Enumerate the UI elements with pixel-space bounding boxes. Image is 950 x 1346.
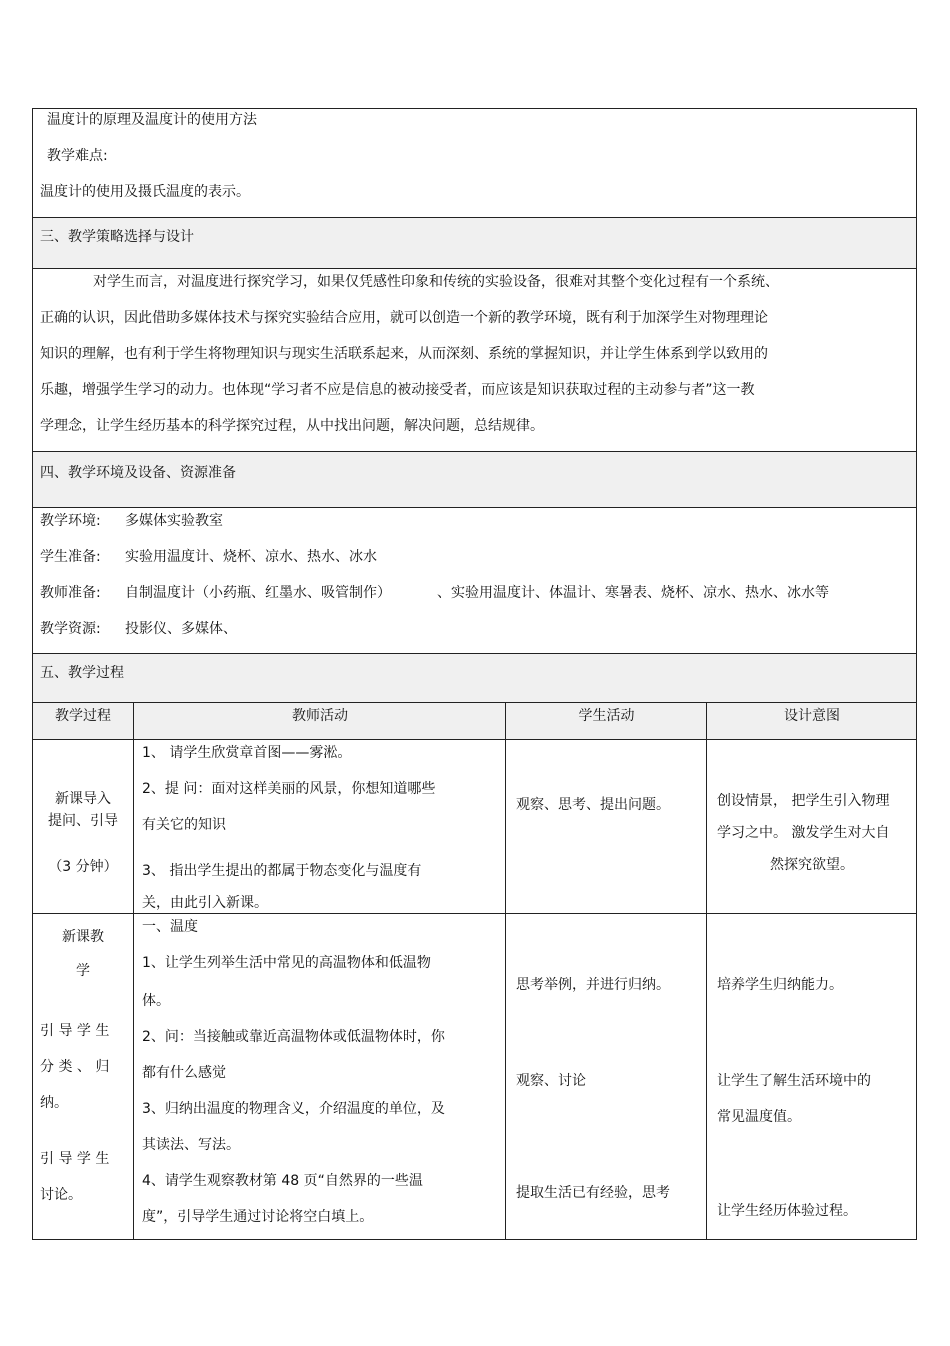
key-point-text: 温度计的原理及温度计的使用方法	[47, 112, 257, 128]
row2-teacher-cell	[133, 914, 506, 1239]
row1-teacher-4: 3、 指出学生提出的都属于物态变化与温度有	[142, 863, 422, 879]
row1-process-cell	[33, 740, 133, 913]
process-table-header	[32, 702, 917, 739]
section-5-header	[32, 653, 917, 702]
difficulty-text: 温度计的使用及摄氏温度的表示。	[40, 184, 250, 200]
student-prep-label: 学生准备:	[40, 549, 101, 565]
environment-label: 教学环境:	[40, 513, 101, 529]
row2-process-4: 分 类 、 归	[40, 1059, 110, 1075]
row2-teacher-1: 一、温度	[142, 919, 198, 935]
row1-process-1: 新课导入	[55, 791, 111, 807]
row1-teacher-1: 1、 请学生欣赏章首图——雾淞。	[142, 745, 352, 761]
teacher-prep-value: 自制温度计（小药瓶、红墨水、吸管制作）	[125, 585, 391, 601]
row2-teacher-8: 4、请学生观察教材第 48 页“自然界的一些温	[142, 1173, 423, 1189]
row2-process-5: 纳。	[40, 1095, 68, 1111]
section-3-header	[32, 217, 917, 268]
process-row-new-lesson	[32, 913, 917, 1240]
header-cell-student	[505, 703, 707, 739]
difficulty-label: 教学难点:	[47, 148, 108, 164]
row1-student: 观察、思考、提出问题。	[516, 797, 670, 813]
header-intent: 设计意图	[784, 708, 840, 724]
teacher-prep-label: 教师准备:	[40, 585, 101, 601]
row2-teacher-6: 3、归纳出温度的物理含义，介绍温度的单位，及	[142, 1101, 445, 1117]
header-cell-process	[33, 703, 133, 739]
row2-teacher-2: 1、让学生列举生活中常见的高温物体和低温物	[142, 955, 431, 971]
row1-teacher-5: 关，由此引入新课。	[142, 895, 268, 911]
row2-intent-1: 培养学生归纳能力。	[717, 977, 843, 993]
row2-teacher-4: 2、问：当接触或靠近高温物体或低温物体时，你	[142, 1029, 445, 1045]
row1-intent-3: 然探究欲望。	[770, 857, 854, 873]
header-cell-teacher	[133, 703, 506, 739]
row2-process-2: 学	[76, 963, 90, 979]
header-process: 教学过程	[55, 708, 111, 724]
resources-value: 投影仪、多媒体、	[125, 621, 237, 637]
teacher-prep-value-2: 、实验用温度计、体温计、寒暑表、烧杯、凉水、热水、冰水等	[437, 585, 829, 601]
row2-process-7: 讨论。	[40, 1187, 82, 1203]
row2-student-3: 提取生活已有经验，思考	[516, 1185, 670, 1201]
strategy-line-1: 对学生而言，对温度进行探究学习，如果仅凭感性印象和传统的实验设备，很难对其整个变化过程有一个系统、	[93, 274, 779, 290]
section-5-title: 五、教学过程	[40, 665, 124, 681]
row1-intent-1: 创设情景， 把学生引入物理	[717, 793, 890, 809]
row2-teacher-7: 其读法、写法。	[142, 1137, 240, 1153]
row1-process-2: 提问、引导	[48, 813, 118, 829]
row2-intent-4: 让学生经历体验过程。	[717, 1203, 857, 1219]
header-teacher: 教师活动	[292, 708, 348, 724]
row2-teacher-9: 度”，引导学生通过讨论将空白填上。	[142, 1209, 374, 1225]
row2-process-cell	[33, 914, 133, 1239]
header-student: 学生活动	[578, 708, 635, 724]
row1-student-cell	[505, 740, 707, 913]
row2-student-2: 观察、讨论	[516, 1073, 586, 1089]
row2-intent-cell	[706, 914, 917, 1239]
row1-teacher-cell	[133, 740, 506, 913]
row1-intent-2: 学习之中。 激发学生对大自	[717, 825, 890, 841]
process-row-intro	[32, 739, 917, 913]
lesson-plan-page	[32, 108, 917, 1240]
row1-teacher-3: 有关它的知识	[142, 817, 226, 833]
row2-student-1: 思考举例，并进行归纳。	[516, 977, 670, 993]
header-cell-intent	[706, 703, 917, 739]
student-prep-value: 实验用温度计、烧杯、凉水、热水、冰水	[125, 549, 377, 565]
row2-process-3: 引 导 学 生	[40, 1023, 110, 1039]
section-4-header	[32, 451, 917, 507]
strategy-line-2: 正确的认识，因此借助多媒体技术与探究实验结合应用，就可以创造一个新的教学环境，既有利于加深学生对物理理论	[40, 310, 768, 326]
strategy-line-3: 知识的理解，也有利于学生将物理知识与现实生活联系起来，从而深刻、系统的掌握知识，并让学生体系到学以致用的	[40, 346, 768, 362]
row2-process-1: 新课教	[62, 929, 104, 945]
key-points-section	[32, 108, 917, 217]
row2-teacher-5: 都有什么感觉	[142, 1065, 226, 1081]
row1-process-3: （3 分钟）	[48, 859, 118, 875]
section-3-body	[32, 268, 917, 451]
row2-intent-3: 常见温度值。	[717, 1109, 801, 1125]
section-4-title: 四、教学环境及设备、资源准备	[40, 465, 236, 481]
environment-value: 多媒体实验教室	[125, 513, 223, 529]
section-3-title: 三、教学策略选择与设计	[40, 229, 194, 245]
strategy-line-5: 学理念，让学生经历基本的科学探究过程，从中找出问题，解决问题，总结规律。	[40, 418, 544, 434]
row1-teacher-2: 2、提 问：面对这样美丽的风景，你想知道哪些	[142, 781, 436, 797]
resources-label: 教学资源:	[40, 621, 101, 637]
row2-intent-2: 让学生了解生活环境中的	[717, 1073, 871, 1089]
row2-process-6: 引 导 学 生	[40, 1151, 110, 1167]
section-4-body	[32, 507, 917, 653]
row2-student-cell	[505, 914, 707, 1239]
row2-teacher-3: 体。	[142, 993, 170, 1009]
strategy-line-4: 乐趣，增强学生学习的动力。也体现“学习者不应是信息的被动接受者，而应该是知识获取过程的主动参与者”这一教	[40, 382, 755, 398]
row1-intent-cell	[706, 740, 917, 913]
